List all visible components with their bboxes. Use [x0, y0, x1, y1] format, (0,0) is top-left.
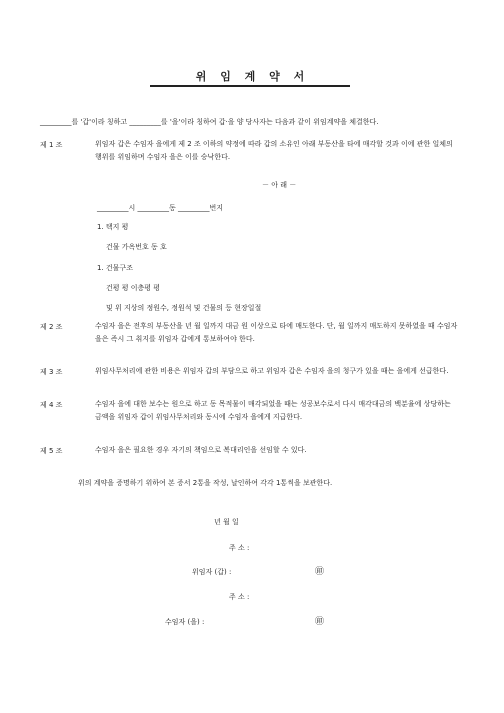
- article-4-number: 제 4 조: [40, 401, 63, 409]
- closing-text: 위의 계약을 증명하기 위하여 본 증서 2통을 작성, 날인하여 각각 1통씩을 보관한다.: [78, 479, 333, 487]
- agent-address-label: 주 소 :: [229, 593, 250, 601]
- date-line: 년 월 일: [214, 518, 239, 526]
- article-1-number: 제 1 조: [40, 141, 63, 149]
- item-building: 건물 가옥번호 동 호: [106, 243, 167, 251]
- principal-label: 위임자 (갑) :: [192, 568, 232, 576]
- below-heading: － 아 래 －: [262, 181, 297, 189]
- principal-seal-icon: ㊞: [315, 567, 325, 577]
- item-structure: 1. 건물구조: [97, 264, 133, 272]
- article-2-number: 제 2 조: [40, 323, 63, 331]
- article-5-number: 제 5 조: [40, 447, 63, 455]
- principal-address-label: 주 소 :: [229, 544, 250, 552]
- article-3-text: 위임사무처리에 관한 비용은 위임자 갑의 부담으로 하고 위임자 갑은 수임자 을의 청구가 있을 때는 을에게 선급한다.: [95, 367, 449, 375]
- item-structure-detail: 건평 평 이층평 평: [106, 284, 161, 292]
- agent-seal-icon: ㊞: [315, 617, 325, 627]
- item-land: 1. 택지 평: [97, 223, 129, 231]
- agent-label: 수임자 (을) :: [165, 618, 205, 626]
- item-extra: 및 위 지상의 정원수, 정원석 및 건물의 등 현장일절: [106, 304, 262, 312]
- article-4-text: 수임자 을에 대한 보수는 원으로 하고 동 목적물이 매각되었을 때는 성공보수로서 다시 매각대금의 백분율에 상당하는 금액을 위임자 갑이 위임사무처리와 동시에 수임자 을에게 지급한다.: [95, 400, 451, 421]
- article-5-text: 수임자 을은 필요한 경우 자기의 책임으로 복대리인을 선임할 수 있다.: [95, 446, 307, 454]
- intro-text: _________를 '갑'이라 칭하고 _________를 '을'이라 칭하여 갑·을 양 당사자는 다음과 같이 위임계약을 체결한다.: [40, 118, 379, 126]
- article-1-text: 위임자 갑은 수임자 을에게 제 2 조 이하의 약정에 따라 갑의 소유인 아래 부동산을 타에 매각할 것과 이에 관한 일체의 행위를 위임하며 수임자 을은 이를 승낙한다.: [95, 140, 453, 161]
- article-2-text: 수임자 을은 전후의 부동산을 년 월 일까지 대금 원 이상으로 타에 매도한다. 단, 월 일까지 매도하지 못하였을 때 수임자 을은 즉시 그 취지를 위임자 갑에게 통보하여야 한다.: [95, 322, 458, 343]
- article-3-number: 제 3 조: [40, 368, 63, 376]
- document-title: 위 임 계 약 서: [195, 70, 305, 83]
- property-address: _________시 _________동 _________번지: [97, 204, 223, 212]
- title-underline: [150, 85, 350, 87]
